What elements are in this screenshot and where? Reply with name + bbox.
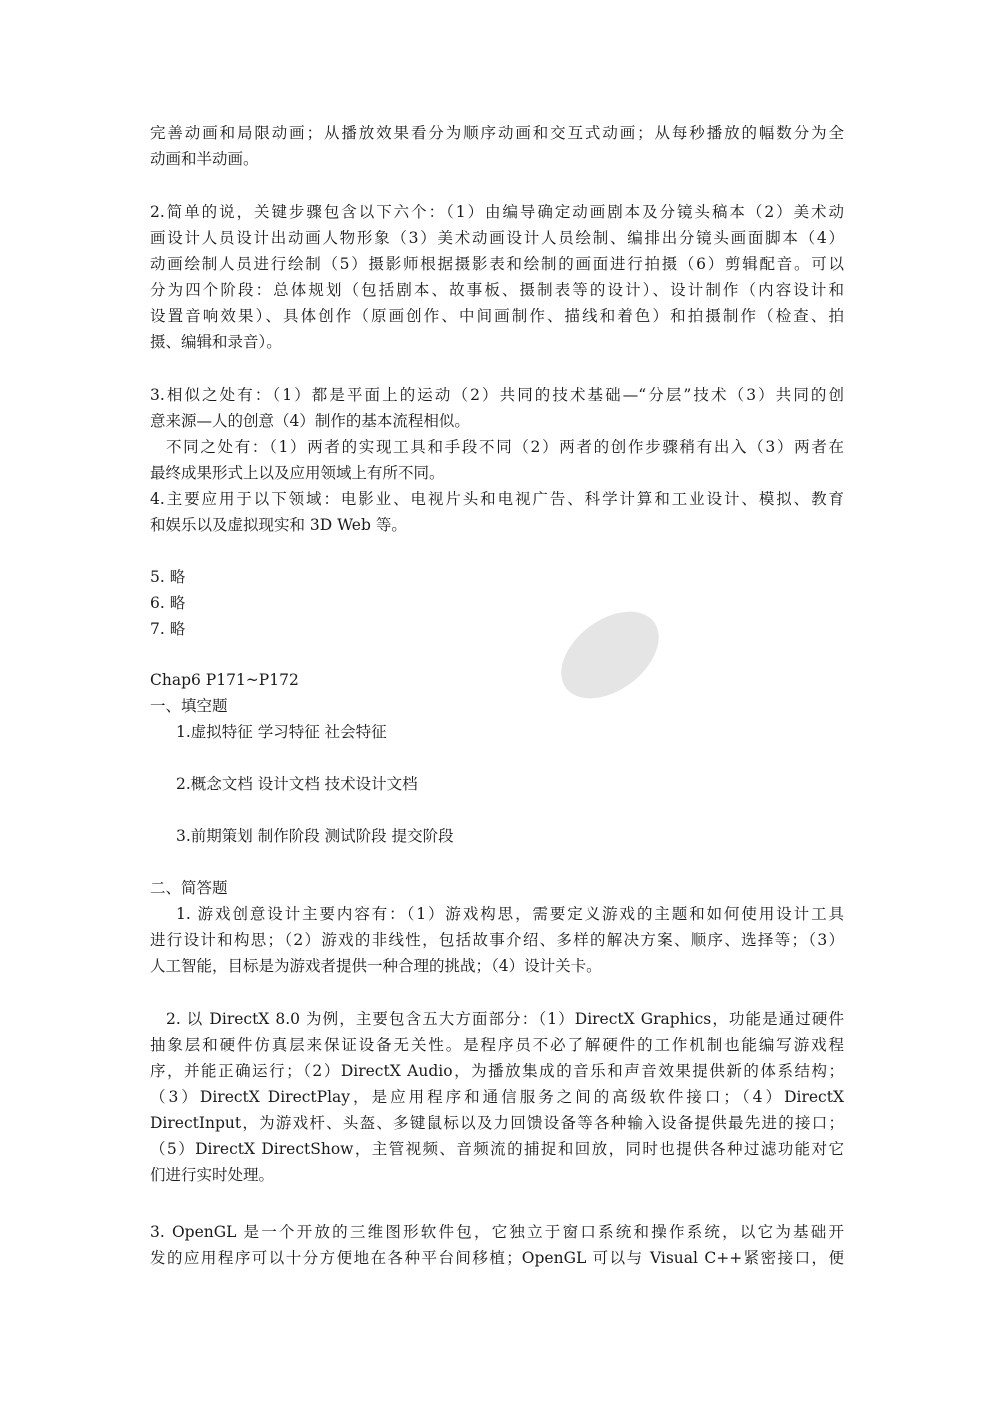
text-line: 3.前期策划 制作阶段 测试阶段 提交阶段 <box>176 827 454 845</box>
text-line: 和娱乐以及虚拟现实和 3D Web 等。 <box>150 516 407 534</box>
text-line: （5）DirectX DirectShow，主管视频、音频流的捕捉和回放，同时也提供各种过滤功能对它 <box>150 1140 844 1158</box>
text-line: 摄、编辑和录音）。 <box>150 333 282 351</box>
text-line: 3.相似之处有：（1）都是平面上的运动（2）共同的技术基础—“分层”技术（3）共同的创 <box>150 386 844 404</box>
text-line: 7. 略 <box>150 620 186 638</box>
text-line: 2.简单的说，关键步骤包含以下六个：（1）由编导确定动画剧本及分镜头稿本（2）美术动 <box>150 203 844 221</box>
text-line: 5. 略 <box>150 568 186 586</box>
text-line: 2. 以 DirectX 8.0 为例，主要包含五大方面部分：（1）DirectX Graphics，功能是通过硬件 <box>166 1010 844 1028</box>
text-line: 进行设计和构思；（2）游戏的非线性，包括故事介绍、多样的解决方案、顺序、选择等；（3） <box>150 931 844 949</box>
text-line: 们进行实时处理。 <box>150 1166 275 1184</box>
text-line: 最终成果形式上以及应用领域上有所不同。 <box>150 464 445 482</box>
text-line: 分为四个阶段：总体规划（包括剧本、故事板、摄制表等的设计）、设计制作（内容设计和 <box>150 281 844 299</box>
text-line: 抽象层和硬件仿真层来保证设备无关性。是程序员不必了解硬件的工作机制也能编写游戏程 <box>150 1036 844 1054</box>
text-line: 不同之处有：（1）两者的实现工具和手段不同（2）两者的创作步骤稍有出入（3）两者在 <box>166 438 844 456</box>
text-line: 4.主要应用于以下领域：电影业、电视片头和电视广告、科学计算和工业设计、模拟、教育 <box>150 490 844 508</box>
text-line: （3）DirectX DirectPlay，是应用程序和通信服务之间的高级软件接口；（4）DirectX <box>150 1088 844 1106</box>
text-line: 人工智能，目标是为游戏者提供一种合理的挑战；（4）设计关卡。 <box>150 957 602 975</box>
text-line: 画设计人员设计出动画人物形象（3）美术动画设计人员绘制、编排出分镜头画面脚本（4） <box>150 229 844 247</box>
text-line: 序，并能正确运行；（2）DirectX Audio，为播放集成的音乐和声音效果提供新的体系结构； <box>150 1062 844 1080</box>
chapter-heading: Chap6 P171~P172 <box>150 671 299 689</box>
text-line: 动画和半动画。 <box>150 150 259 168</box>
text-line: 3. OpenGL 是一个开放的三维图形软件包，它独立于窗口系统和操作系统，以它为基础开 <box>150 1223 844 1241</box>
text-line: 1. 游戏创意设计主要内容有：（1）游戏构思，需要定义游戏的主题和如何使用设计工具 <box>176 905 844 923</box>
text-line: 完善动画和局限动画；从播放效果看分为顺序动画和交互式动画；从每秒播放的幅数分为全 <box>150 124 844 142</box>
text-line: 6. 略 <box>150 594 186 612</box>
section-heading: 一、填空题 <box>150 697 228 715</box>
text-line: 设置音响效果）、具体创作（原画创作、中间画制作、描线和着色）和拍摄制作（检查、拍 <box>150 307 844 325</box>
text-line: 发的应用程序可以十分方便地在各种平台间移植；OpenGL 可以与 Visual C++紧密接口，便 <box>150 1249 844 1267</box>
text-line: 意来源—人的创意（4）制作的基本流程相似。 <box>150 412 470 430</box>
section-heading: 二、简答题 <box>150 879 228 897</box>
text-line: 2.概念文档 设计文档 技术设计文档 <box>176 775 418 793</box>
text-line: 动画绘制人员进行绘制（5）摄影师根据摄影表和绘制的画面进行拍摄（6）剪辑配音。可以 <box>150 255 844 273</box>
text-line: DirectInput，为游戏杆、头盔、多键鼠标以及力回馈设备等各种输入设备提供最先进的接口； <box>150 1114 844 1132</box>
text-line: 1.虚拟特征 学习特征 社会特征 <box>176 723 387 741</box>
